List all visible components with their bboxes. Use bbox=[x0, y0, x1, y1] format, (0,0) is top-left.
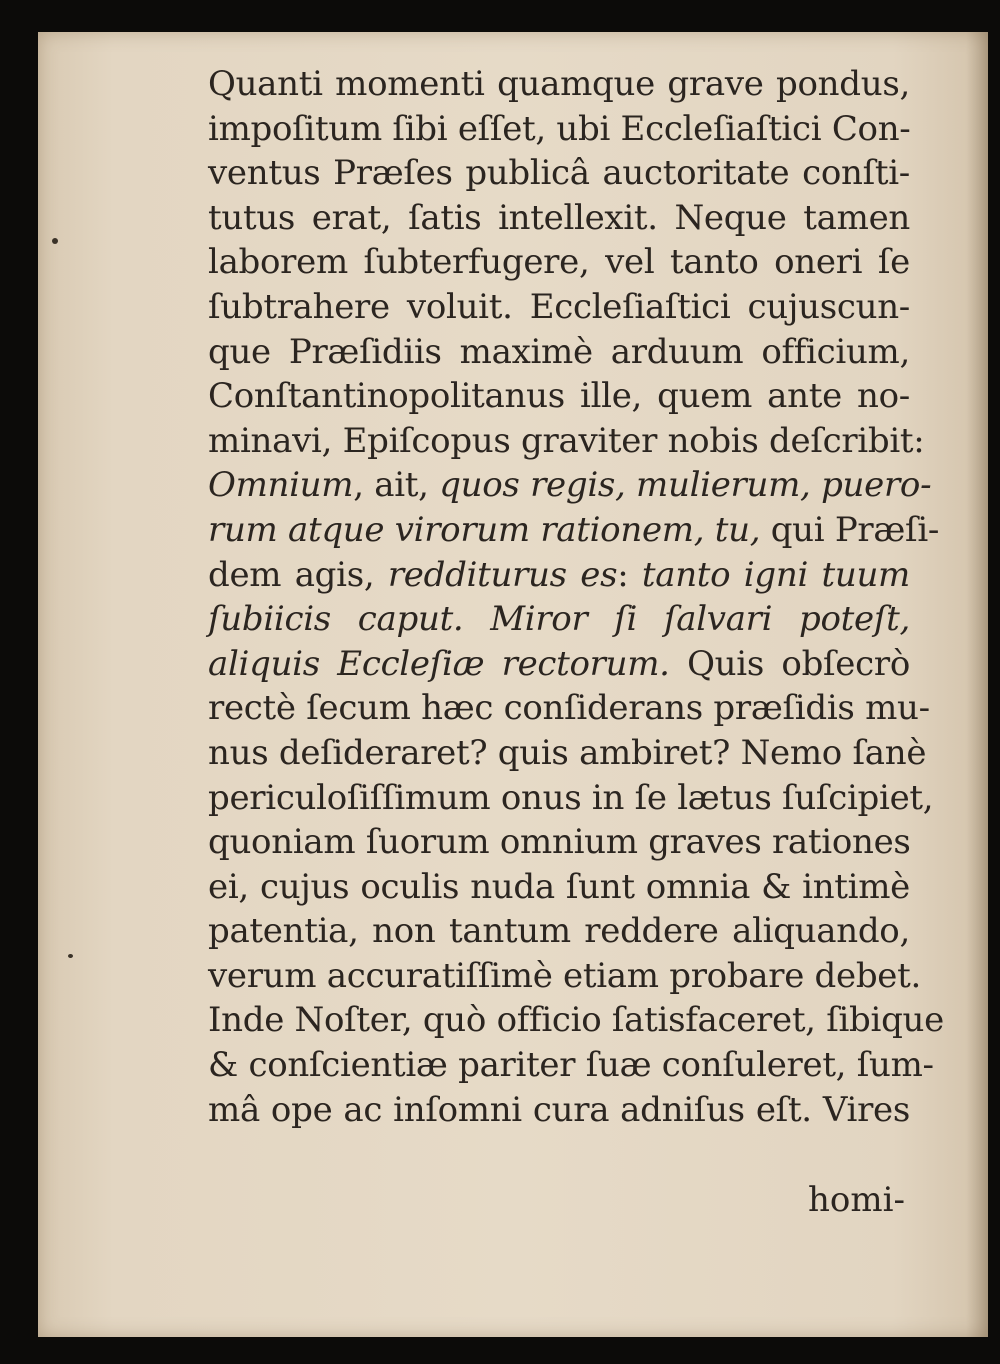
text-line bbox=[208, 62, 910, 107]
roman-segment: Quanti momenti quamque grave pondus, bbox=[208, 64, 910, 104]
italic-segment: Omnium bbox=[208, 465, 354, 506]
roman-segment: minavi, Epiſcopus graviter nobis deſcribit: bbox=[208, 420, 925, 461]
roman-segment: impoſitum ſibi eſſet, ubi Eccleſiaſtici Con- bbox=[208, 108, 911, 149]
text-line bbox=[208, 1088, 910, 1133]
roman-segment: mâ ope ac inſomni cura adniſus eſt. Vires bbox=[208, 1089, 910, 1130]
italic-segment: tanto igni tuum bbox=[641, 554, 910, 595]
body-text bbox=[208, 62, 944, 1132]
roman-segment: quoniam ſuorum omnium graves rationes bbox=[208, 822, 911, 863]
text-line bbox=[208, 642, 910, 687]
binding-shadow bbox=[966, 32, 988, 1337]
roman-segment: periculoſiſſimum onus in ſe lætus ſuſcipiet, bbox=[208, 777, 934, 818]
text-line bbox=[208, 196, 910, 241]
text-line bbox=[208, 776, 934, 821]
text-line bbox=[208, 998, 944, 1043]
roman-segment: tutus erat, ſatis intellexit. Neque tamen bbox=[208, 197, 910, 238]
italic-segment: redditurus es bbox=[387, 554, 618, 595]
roman-segment: Quis obſecrò bbox=[669, 643, 910, 684]
text-line bbox=[208, 820, 910, 865]
text-line bbox=[208, 731, 927, 776]
text-line bbox=[208, 508, 940, 553]
italic-segment: quos regis, mulierum, puero- bbox=[439, 465, 932, 506]
roman-segment: laborem ſubterfugere, vel tanto oneri ſe bbox=[208, 242, 910, 283]
roman-segment: Inde Noſter, quò officio ſatisfaceret, ſibique bbox=[208, 1000, 944, 1041]
roman-segment: & conſcientiæ pariter ſuæ conſuleret, ſum- bbox=[208, 1045, 934, 1086]
roman-segment: que Præſidiis maximè arduum officium, bbox=[208, 331, 910, 372]
text-line bbox=[208, 463, 932, 508]
text-line bbox=[208, 865, 910, 910]
roman-segment: : bbox=[617, 554, 642, 595]
catchword: homi- bbox=[808, 1180, 905, 1220]
text-line bbox=[208, 686, 930, 731]
roman-segment: ei, cujus oculis nuda ſunt omnia & intimè bbox=[208, 866, 910, 907]
italic-segment: ſubiicis caput. Miror ſi ſalvari poteſt, bbox=[208, 599, 910, 640]
text-line bbox=[208, 419, 925, 464]
roman-segment: patentia, non tantum reddere aliquando, bbox=[208, 911, 910, 952]
text-line bbox=[208, 597, 910, 642]
italic-segment: rum atque virorum rationem, tu, bbox=[208, 509, 761, 550]
text-line bbox=[208, 151, 910, 196]
roman-segment: qui Præſi- bbox=[760, 509, 940, 550]
roman-segment: verum accuratiſſimè etiam probare debet. bbox=[208, 955, 921, 996]
text-line bbox=[208, 553, 910, 598]
roman-segment: nus deſideraret? quis ambiret? Nemo ſanè bbox=[208, 732, 927, 773]
ink-speck bbox=[68, 954, 73, 958]
text-line bbox=[208, 1043, 934, 1088]
roman-segment: , ait, bbox=[353, 465, 440, 506]
roman-segment: Conſtantinopolitanus ille, quem ante no- bbox=[208, 376, 910, 417]
text-line bbox=[208, 285, 910, 330]
text-line bbox=[208, 374, 910, 419]
text-line bbox=[208, 909, 910, 954]
ink-speck bbox=[52, 238, 58, 244]
roman-segment: ſubtrahere voluit. Eccleſiaſtici cujuscun- bbox=[208, 286, 910, 327]
roman-segment: rectè ſecum hæc conſiderans præſidis mu- bbox=[208, 688, 930, 729]
italic-segment: aliquis Eccleſiæ rectorum. bbox=[208, 643, 670, 684]
roman-segment: dem agis, bbox=[208, 554, 388, 595]
text-line bbox=[208, 954, 921, 999]
text-line bbox=[208, 107, 910, 152]
roman-segment: ventus Præſes publicâ auctoritate conſti- bbox=[208, 153, 910, 194]
text-line bbox=[208, 330, 910, 375]
text-line bbox=[208, 240, 910, 285]
